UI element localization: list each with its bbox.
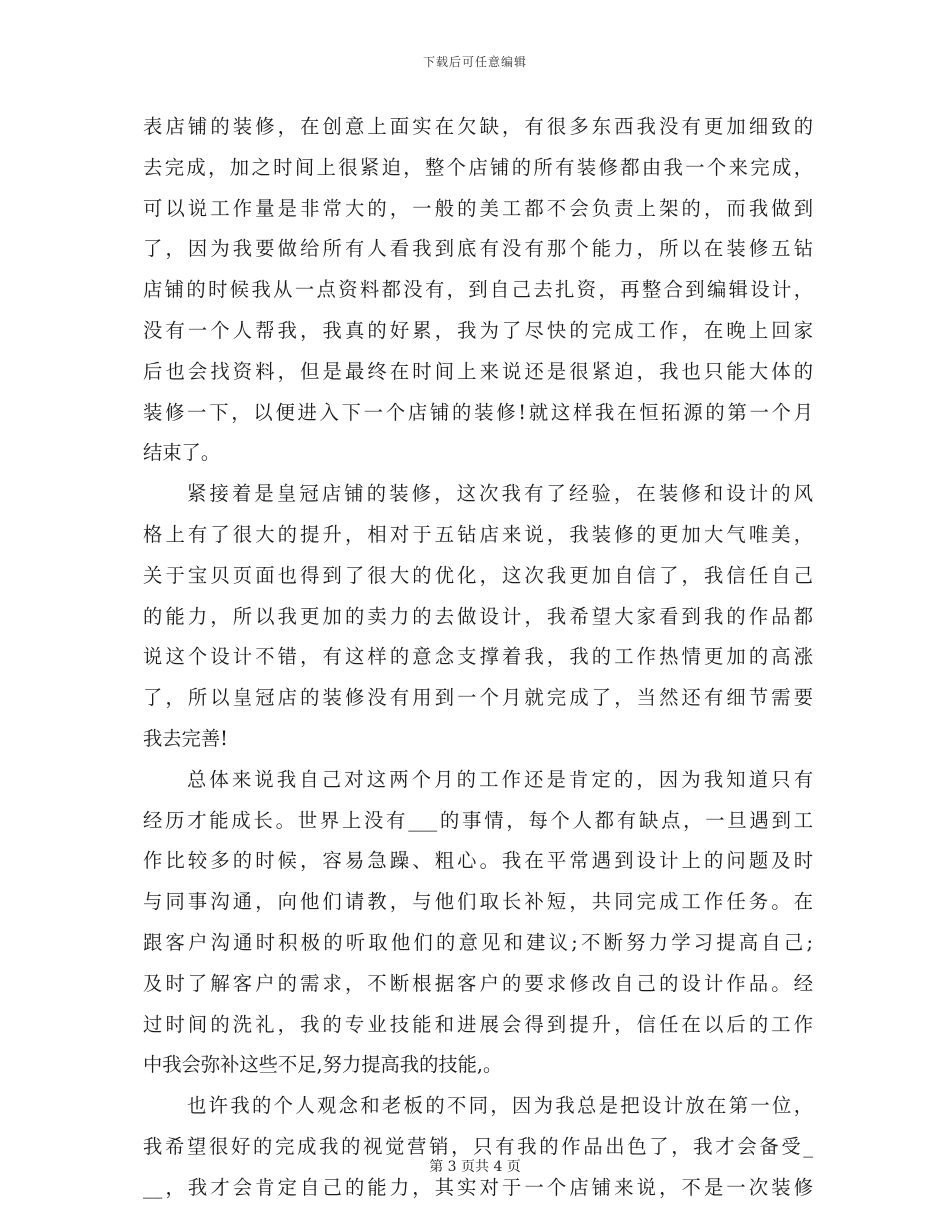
text-line: 可以说工作量是非常大的，一般的美工都不会负责上架的，而我做到 <box>143 196 813 220</box>
text-line: 作比较多的时候，容易急躁、粗心。我在平常遇到设计上的问题及时 <box>143 849 813 873</box>
text-line: 中我会弥补这些不足,努力提高我的技能,。 <box>143 1053 503 1077</box>
text-line: 了，所以皇冠店的装修没有用到一个月就完成了，当然还有细节需要 <box>143 686 813 710</box>
text-line: 后也会找资料，但是最终在时间上来说还是很紧迫，我也只能大体的 <box>143 359 813 383</box>
text-line: 及时了解客户的需求，不断根据客户的要求修改自己的设计作品。经 <box>143 971 813 995</box>
text-line: 紧接着是皇冠店铺的装修，这次我有了经验，在装修和设计的风 <box>187 482 813 506</box>
text-line: 表店铺的装修，在创意上面实在欠缺，有很多东西我没有更加细致的 <box>143 115 813 138</box>
text-line: 跟客户沟通时积极的听取他们的意见和建议;不断努力学习提高自己; <box>143 930 813 954</box>
text-line: 说这个设计不错，有这样的意念支撑着我，我的工作热情更加的高涨 <box>143 645 813 669</box>
text-line: 没有一个人帮我，我真的好累，我为了尽快的完成工作，在晚上回家 <box>143 318 813 342</box>
text-line: 与同事沟通，向他们请教，与他们取长补短，共同完成工作任务。在 <box>143 890 813 914</box>
text-line: __，我才会肯定自己的能力，其实对于一个店铺来说，不是一次装修 <box>143 1175 813 1199</box>
text-line: 我希望很好的完成我的视觉营销，只有我的作品出色了，我才会备受_ <box>143 1134 813 1158</box>
text-line: 经历才能成长。世界上没有___的事情，每个人都有缺点，一旦遇到工 <box>143 808 813 832</box>
text-line: 也许我的个人观念和老板的不同，因为我总是把设计放在第一位， <box>187 1094 813 1118</box>
text-line: 店铺的时候我从一点资料都没有，到自己去扎资，再整合到编辑设计， <box>143 278 813 302</box>
text-line: 我去完善! <box>143 726 228 750</box>
text-line: 去完成，加之时间上很紧迫，整个店铺的所有装修都由我一个来完成， <box>143 155 813 179</box>
text-line: 结束了。 <box>143 441 221 465</box>
text-line: 的能力，所以我更加的卖力的去做设计，我希望大家看到我的作品都 <box>143 604 813 628</box>
text-line: 总体来说我自己对这两个月的工作还是肯定的，因为我知道只有 <box>187 767 813 791</box>
document-body <box>143 107 813 1209</box>
text-line: 了，因为我要做给所有人看我到底有没有那个能力，所以在装修五钻 <box>143 237 813 261</box>
text-line: 格上有了很大的提升，相对于五钻店来说，我装修的更加大气唯美， <box>143 522 813 546</box>
text-line: 关于宝贝页面也得到了很大的优化，这次我更加自信了，我信任自己 <box>143 563 813 587</box>
text-line: 装修一下，以便进入下一个店铺的装修!就这样我在恒拓源的第一个月 <box>143 400 813 424</box>
page-header: 下载后可任意编辑 <box>422 55 527 69</box>
text-line: 过时间的洗礼，我的专业技能和进展会得到提升，信任在以后的工作 <box>143 1012 813 1036</box>
page-footer: 第 3 页共 4 页 <box>429 1159 521 1175</box>
